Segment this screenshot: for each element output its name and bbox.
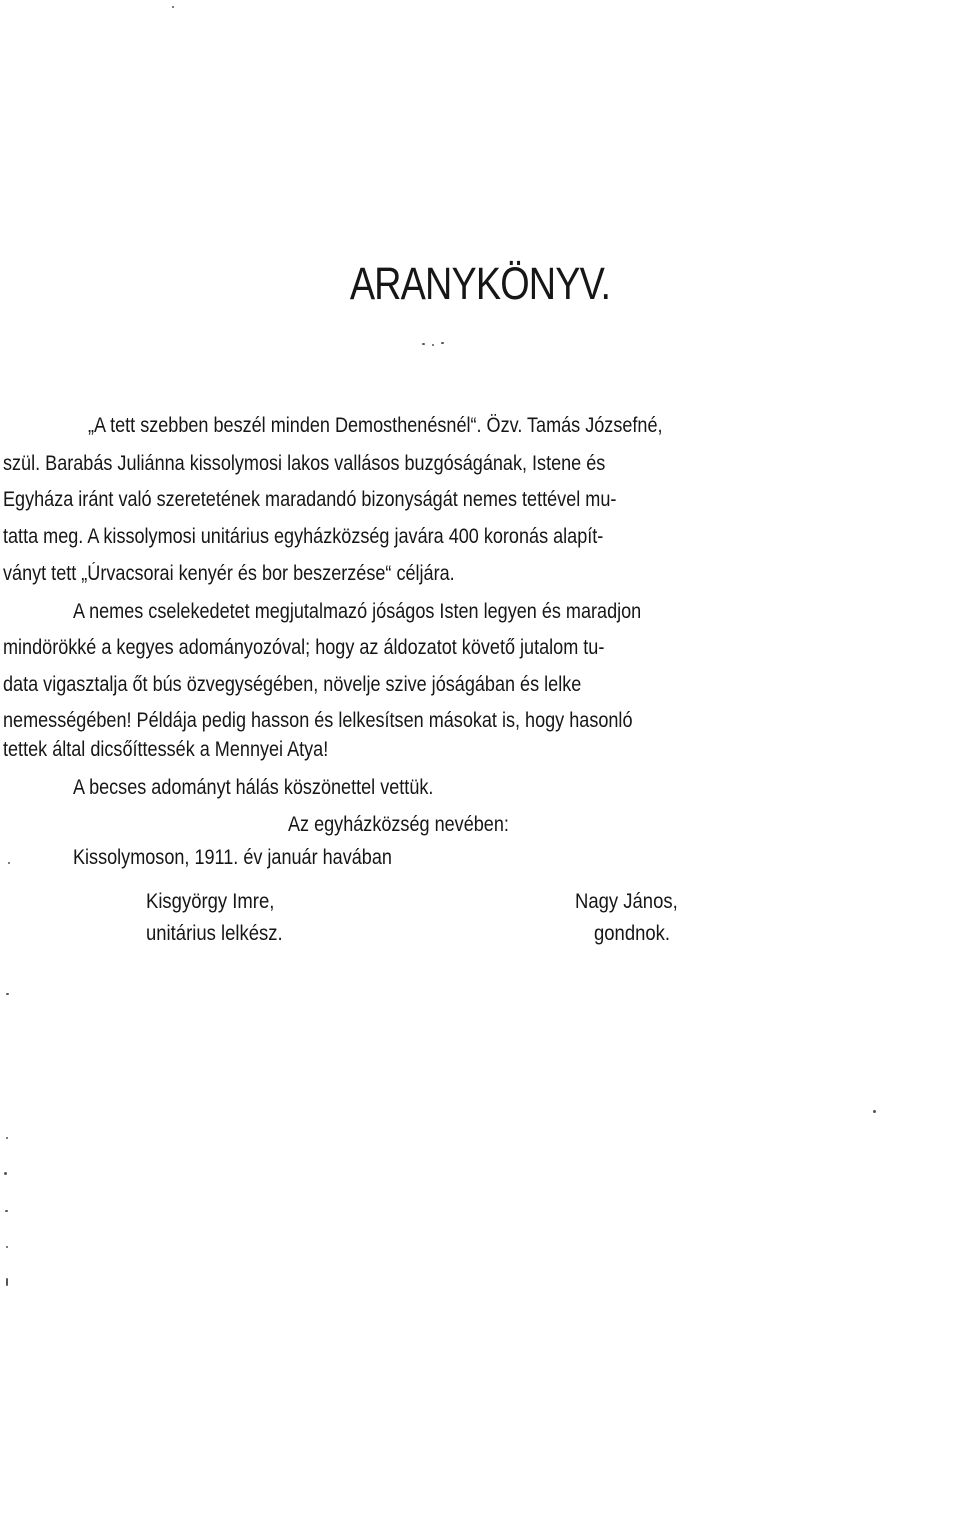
ink-speck: [873, 1110, 876, 1113]
signature-left-name: Kisgyörgy Imre,: [146, 890, 275, 913]
text-line: data vigasztalja őt bús özvegységében, növelje szive jóságában és lelke: [3, 673, 582, 696]
date-line: Kissolymoson, 1911. év január havában: [73, 846, 392, 869]
ink-speck: [8, 862, 10, 864]
ink-speck: [172, 6, 174, 8]
text-line: ványt tett „Úrvacsorai kenyér és bor beszerzése“ céljára.: [3, 562, 455, 585]
text-line: „A tett szebben beszél minden Demosthenésnél“. Özv. Tamás Józsefné,: [88, 414, 663, 437]
text-line: Egyháza iránt való szeretetének maradandó bizonyságát nemes tettével mu-: [3, 488, 617, 511]
text-line: A nemes cselekedetet megjutalmazó jóságos Isten legyen és maradjon: [73, 600, 642, 623]
ink-speck: [6, 1278, 8, 1286]
closing-line: Az egyházközség nevében:: [288, 813, 509, 836]
ink-speck: [441, 342, 444, 344]
signature-right-name: Nagy János,: [575, 890, 678, 913]
text-line: tettek által dicsőíttessék a Mennyei Atya!: [3, 738, 329, 761]
ink-speck: [422, 343, 425, 345]
ink-speck: [5, 1210, 8, 1212]
text-line: A becses adományt hálás köszönettel vettük.: [73, 776, 434, 799]
text-line: tatta meg. A kissolymosi unitárius egyházközség javára 400 koronás alapít-: [3, 525, 604, 548]
text-line: nemességében! Példája pedig hasson és lelkesítsen másokat is, hogy hasonló: [3, 709, 633, 732]
page-title: ARANYKÖNYV.: [349, 258, 611, 309]
ink-speck: [6, 993, 9, 995]
signature-left-role: unitárius lelkész.: [146, 922, 283, 945]
ink-speck: [4, 1172, 7, 1175]
text-line: szül. Barabás Juliánna kissolymosi lakos vallásos buzgóságának, Istene és: [3, 452, 606, 475]
ink-speck: [6, 1246, 8, 1248]
ink-speck: [6, 1137, 8, 1139]
signature-right-role: gondnok.: [594, 922, 671, 945]
text-line: mindörökké a kegyes adományozóval; hogy az áldozatot követő jutalom tu-: [3, 636, 605, 659]
ink-speck: [432, 344, 434, 346]
